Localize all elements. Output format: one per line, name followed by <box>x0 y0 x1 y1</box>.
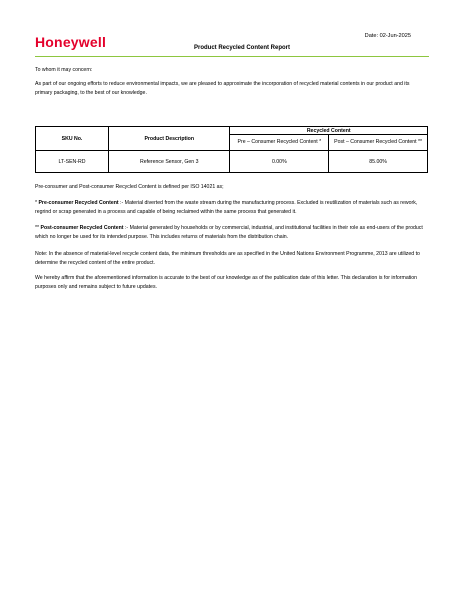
document-title: Product Recycled Content Report <box>193 45 290 51</box>
report-date: Date: 02-Jun-2025 <box>364 33 411 39</box>
pre-consumer-marker: * <box>35 200 39 206</box>
pre-consumer-term: Pre-consumer Recycled Content <box>38 200 119 206</box>
company-logo: Honeywell <box>35 34 107 50</box>
table-row <box>36 151 428 173</box>
header-recycled-content: Recycled Content <box>230 127 428 135</box>
cell-description: Reference Sensor, Gen 3 <box>109 151 230 173</box>
pre-consumer-definition <box>35 199 427 216</box>
definition-intro: Pre-consumer and Post-consumer Recycled Content is defined per ISO 14021 as; <box>35 184 224 190</box>
note-paragraph: Note: In the absence of material-level recycle content data, the minimum thresholds are as specified in the United Nations Environment Programme, 2013 are utilized to determine the recycled content of the entire product. <box>35 251 420 266</box>
header-description: Product Description <box>109 127 230 151</box>
intro-paragraph: As part of our ongoing efforts to reduce environmental impacts, we are pleased to approximate the incorporation of recycled material contents in our product and its primary packaging, to the best of our knowledge. <box>35 81 410 96</box>
header-post-consumer: Post – Consumer Recycled Content ** <box>329 135 428 151</box>
pre-consumer-text: :- Material diverted from the waste stream during the manufacturing process. Excluded is reutilization of materials such as rework, regrind or scrap generated in a process and capable of being reclaimed within the same process that generated it. <box>35 200 418 215</box>
header-sku: SKU No. <box>36 127 109 151</box>
recycled-content-table <box>35 126 428 173</box>
cell-sku: LT-SEN-RD <box>36 151 109 173</box>
post-consumer-marker: ** <box>35 225 41 231</box>
cell-pre-consumer: 0.00% <box>230 151 329 173</box>
header-pre-consumer: Pre – Consumer Recycled Content * <box>230 135 329 151</box>
salutation: To whom it may concern: <box>35 67 93 73</box>
header-rule <box>35 56 429 57</box>
post-consumer-definition <box>35 224 427 241</box>
post-consumer-term: Post-consumer Recycled Content <box>40 225 124 231</box>
post-consumer-text: :- Material generated by households or by commercial, industrial, and institutional facilities in their role as end-users of the product which no longer be used for its intended purpose. This includes returns of materials from the distribution chain. <box>35 225 423 240</box>
cell-post-consumer: 85.00% <box>329 151 428 173</box>
closing-paragraph: We hereby affirm that the aforementioned information is accurate to the best of our knowledge as of the publication date of this letter. This declaration is for information purposes only and remains subject to future updates. <box>35 275 418 290</box>
